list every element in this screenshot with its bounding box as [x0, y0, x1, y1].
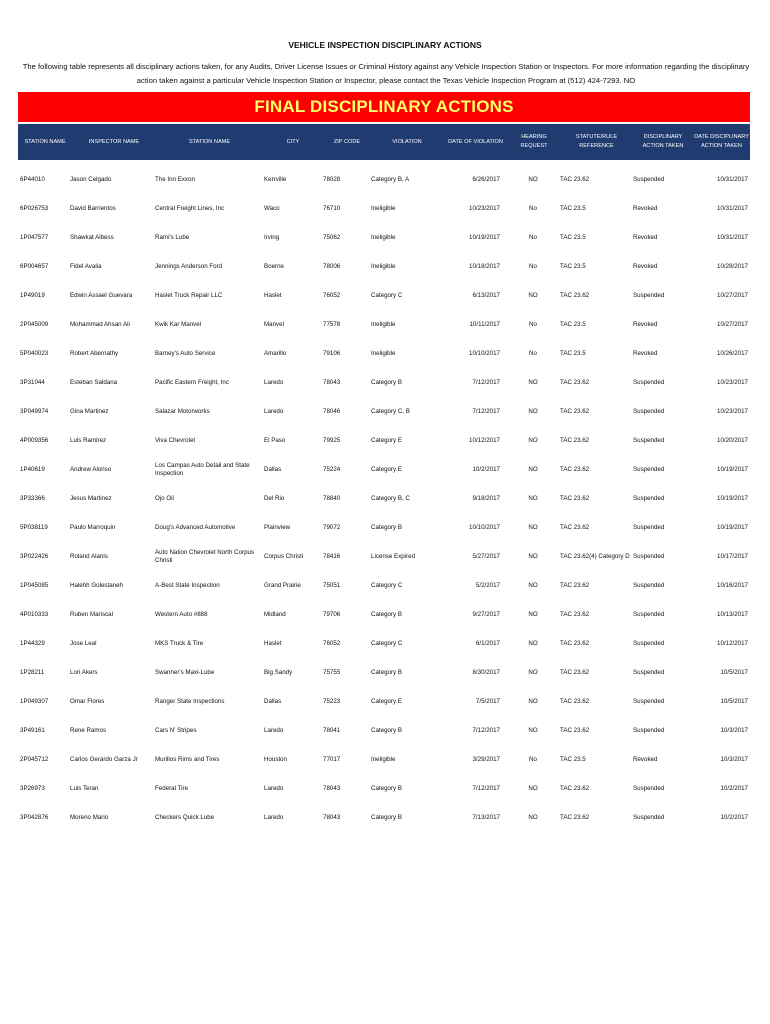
cell-disciplinary-action: Suspended: [633, 408, 665, 415]
cell-station-name: Doug's Advanced Automotive: [155, 524, 236, 531]
cell-city: Grand Prairie: [264, 582, 301, 589]
cell-statute-rule: TAC 23.5: [560, 350, 586, 357]
cell-violation: Ineligible: [371, 321, 396, 328]
cell-zip-code: 78043: [323, 379, 341, 386]
cell-zip-code: 75051: [323, 582, 341, 589]
cell-violation: Category B: [371, 669, 402, 676]
cell-disciplinary-action: Suspended: [633, 582, 665, 589]
cell-station-name: Auto Nation Chevrolet North Corpus Christi: [155, 549, 255, 564]
table-row: [18, 746, 750, 774]
cell-date-action-taken: 10/27/2017: [717, 321, 748, 328]
cell-station-id: 3P49161: [20, 727, 45, 734]
cell-station-name: MKS Truck & Tire: [155, 640, 204, 647]
cell-date-action-taken: 10/27/2017: [717, 292, 748, 299]
cell-disciplinary-action: Revoked: [633, 234, 658, 241]
cell-date-action-taken: 10/2/2017: [720, 814, 748, 821]
cell-city: Big Sandy: [264, 669, 293, 676]
cell-city: Kerrville: [264, 176, 287, 183]
cell-date-of-violation: 10/18/2017: [469, 263, 500, 270]
cell-violation: Category E: [371, 698, 402, 705]
col-header-inspector-name: INSPECTOR NAME: [88, 138, 140, 145]
cell-violation: Category E: [371, 437, 402, 444]
cell-violation: Category B: [371, 814, 402, 821]
cell-hearing-request: No: [529, 350, 537, 357]
cell-disciplinary-action: Revoked: [633, 756, 658, 763]
cell-hearing-request: No: [529, 205, 537, 212]
cell-date-action-taken: 10/19/2017: [717, 495, 748, 502]
cell-disciplinary-action: Suspended: [633, 176, 665, 183]
cell-date-action-taken: 10/19/2017: [717, 466, 748, 473]
cell-inspector-name: Rene Ramos: [70, 727, 107, 734]
cell-zip-code: 79072: [323, 524, 341, 531]
cell-violation: Category B: [371, 524, 402, 531]
cell-zip-code: 78416: [323, 553, 341, 560]
cell-disciplinary-action: Suspended: [633, 814, 665, 821]
cell-zip-code: 79925: [323, 437, 341, 444]
cell-statute-rule: TAC 23.62: [560, 582, 590, 589]
cell-date-action-taken: 10/31/2017: [717, 234, 748, 241]
cell-inspector-name: Robert Abernathy: [70, 350, 119, 357]
cell-city: Del Rio: [264, 495, 285, 502]
cell-hearing-request: NO: [528, 611, 538, 618]
cell-station-name: Jennings Anderson Ford: [155, 263, 223, 270]
cell-city: Midland: [264, 611, 286, 618]
cell-inspector-name: Moreno Mario: [70, 814, 109, 821]
cell-date-action-taken: 10/17/2017: [717, 553, 748, 560]
final-actions-banner: FINAL DISCIPLINARY ACTIONS: [18, 92, 750, 122]
cell-zip-code: 76052: [323, 640, 341, 647]
cell-zip-code: 78043: [323, 785, 341, 792]
document-title: VEHICLE INSPECTION DISCIPLINARY ACTIONS: [288, 40, 482, 50]
cell-city: Laredo: [264, 379, 284, 386]
cell-date-of-violation: 9/27/2017: [472, 611, 500, 618]
cell-date-action-taken: 10/12/2017: [717, 640, 748, 647]
cell-violation: Category B: [371, 727, 402, 734]
cell-disciplinary-action: Suspended: [633, 785, 665, 792]
cell-date-of-violation: 3/29/2017: [472, 756, 500, 763]
cell-station-id: 2P045009: [20, 321, 49, 328]
cell-inspector-name: Halehh Golestaneh: [70, 582, 123, 589]
cell-zip-code: 76052: [323, 292, 341, 299]
cell-disciplinary-action: Revoked: [633, 321, 658, 328]
cell-zip-code: 76710: [323, 205, 341, 212]
cell-hearing-request: No: [529, 263, 537, 270]
cell-zip-code: 75755: [323, 669, 341, 676]
table-row: [18, 282, 750, 310]
cell-statute-rule: TAC 23.62: [560, 698, 590, 705]
col-header-date-action-taken: DATE DISCIPLINARY ACTION TAKEN: [694, 134, 749, 149]
cell-inspector-name: Carlos Gerardo Garza Jr: [70, 756, 138, 763]
cell-date-action-taken: 10/2/2017: [720, 785, 748, 792]
cell-station-name: Cars N' Stripes: [155, 727, 197, 734]
cell-date-action-taken: 10/23/2017: [717, 408, 748, 415]
cell-station-name: Pacific Eastern Freight, Inc: [155, 379, 229, 386]
cell-station-name: Western Auto #888: [155, 611, 208, 618]
cell-violation: Category C: [371, 640, 403, 647]
cell-violation: Category E: [371, 466, 402, 473]
cell-disciplinary-action: Suspended: [633, 553, 665, 560]
table-row: [18, 369, 750, 397]
cell-hearing-request: NO: [528, 437, 538, 444]
cell-disciplinary-action: Suspended: [633, 437, 665, 444]
cell-date-of-violation: 7/5/2017: [475, 698, 500, 705]
cell-statute-rule: TAC 23.62: [560, 408, 590, 415]
cell-zip-code: 78006: [323, 263, 341, 270]
cell-station-id: 3P26973: [20, 785, 45, 792]
cell-disciplinary-action: Revoked: [633, 205, 658, 212]
cell-hearing-request: No: [529, 234, 537, 241]
cell-inspector-name: Andrew Alonso: [70, 466, 112, 473]
cell-city: Boerne: [264, 263, 284, 270]
table-row: [18, 804, 750, 832]
cell-statute-rule: TAC 23.62: [560, 495, 590, 502]
cell-violation: Category C, B: [371, 408, 410, 415]
cell-disciplinary-action: Suspended: [633, 698, 665, 705]
cell-station-id: 1P045085: [20, 582, 49, 589]
cell-inspector-name: Luis Ramirez: [70, 437, 107, 444]
cell-date-action-taken: 10/3/2017: [720, 756, 748, 763]
cell-zip-code: 78041: [323, 727, 341, 734]
cell-zip-code: 75224: [323, 466, 341, 473]
cell-date-of-violation: 10/2/2017: [472, 466, 500, 473]
cell-zip-code: 75062: [323, 234, 341, 241]
cell-station-id: 1P049307: [20, 698, 49, 705]
cell-disciplinary-action: Revoked: [633, 263, 658, 270]
cell-statute-rule: TAC 23.62: [560, 524, 590, 531]
cell-station-name: Ranger State Inspections: [155, 698, 225, 705]
cell-station-name: Murillos Rims and Tires: [155, 756, 220, 763]
cell-zip-code: 79106: [323, 350, 341, 357]
col-header-station-id: STATION NAME: [24, 138, 66, 145]
cell-station-name: The Inn Exxon: [155, 176, 195, 183]
cell-date-of-violation: 10/10/2017: [469, 350, 500, 357]
cell-station-id: 1P28211: [20, 669, 45, 676]
cell-violation: Category C: [371, 292, 403, 299]
table-row: [18, 456, 750, 484]
cell-station-id: 4P010333: [20, 611, 49, 618]
cell-station-id: 3P042876: [20, 814, 49, 821]
cell-statute-rule: TAC 23.62: [560, 466, 590, 473]
cell-zip-code: 78046: [323, 408, 341, 415]
cell-disciplinary-action: Suspended: [633, 292, 665, 299]
col-header-disciplinary-action: DISCIPLINARY ACTION TAKEN: [642, 134, 684, 149]
cell-city: Haslet: [264, 640, 282, 647]
table-row: [18, 224, 750, 252]
cell-violation: Ineligible: [371, 350, 396, 357]
cell-hearing-request: NO: [528, 495, 538, 502]
cell-zip-code: 78840: [323, 495, 341, 502]
cell-hearing-request: NO: [528, 698, 538, 705]
cell-statute-rule: TAC 23.62: [560, 176, 590, 183]
cell-violation: Category B, C: [371, 495, 410, 502]
cell-disciplinary-action: Suspended: [633, 727, 665, 734]
cell-date-of-violation: 7/12/2017: [472, 408, 500, 415]
cell-date-of-violation: 10/12/2017: [469, 437, 500, 444]
cell-station-id: 3P049974: [20, 408, 49, 415]
col-header-hearing-request: HEARING REQUEST: [520, 134, 548, 149]
cell-city: El Paso: [264, 437, 286, 444]
cell-station-name: Rami's Lube: [155, 234, 190, 241]
table-row: [18, 166, 750, 194]
cell-hearing-request: NO: [528, 292, 538, 299]
cell-inspector-name: Jose Leal: [70, 640, 97, 647]
cell-date-of-violation: 5/27/2017: [472, 553, 500, 560]
cell-hearing-request: NO: [528, 176, 538, 183]
cell-city: Laredo: [264, 408, 284, 415]
cell-city: Dallas: [264, 698, 282, 705]
cell-zip-code: 77578: [323, 321, 341, 328]
cell-station-id: 3P33366: [20, 495, 45, 502]
cell-inspector-name: Jesus Martinez: [70, 495, 112, 502]
cell-inspector-name: Roland Alanis: [70, 553, 108, 560]
cell-date-action-taken: 10/26/2017: [717, 350, 748, 357]
cell-date-of-violation: 6/1/2017: [475, 640, 500, 647]
cell-hearing-request: NO: [528, 785, 538, 792]
cell-city: Corpus Christi: [264, 553, 304, 560]
cell-violation: License Expired: [371, 553, 416, 560]
cell-statute-rule: TAC 23.5: [560, 756, 586, 763]
intro-paragraph: The following table represents all disciplinary actions taken, for any Audits, Driver License Issues or Criminal History against any Vehicle Inspection Station or Inspectors. For more information regarding the disciplinary action taken against a particular Vehicle Inspection Station or Inspector, please contact the Texas Vehicle Inspection Program at (512) 424-7293. NO: [22, 62, 750, 85]
cell-hearing-request: NO: [528, 669, 538, 676]
cell-inspector-name: David Barrientos: [70, 205, 116, 212]
cell-date-action-taken: 10/31/2017: [717, 205, 748, 212]
table-row: [18, 717, 750, 745]
cell-date-action-taken: 10/23/2017: [717, 379, 748, 386]
cell-station-name: Ojo Oil: [155, 495, 174, 502]
cell-city: Laredo: [264, 785, 284, 792]
table-row: [18, 659, 750, 687]
cell-hearing-request: NO: [528, 814, 538, 821]
cell-statute-rule: TAC 23.5: [560, 205, 586, 212]
cell-station-name: Los Campas Auto Detail and State Inspection: [155, 462, 250, 477]
cell-hearing-request: NO: [528, 466, 538, 473]
cell-hearing-request: No: [529, 756, 537, 763]
cell-disciplinary-action: Suspended: [633, 466, 665, 473]
cell-statute-rule: TAC 23.62: [560, 669, 590, 676]
cell-inspector-name: Omar Flores: [70, 698, 105, 705]
table-row: [18, 195, 750, 223]
cell-inspector-name: Paulo Marroquin: [70, 524, 116, 531]
table-row: [18, 775, 750, 803]
col-header-date-of-violation: DATE OF VIOLATION: [448, 138, 503, 145]
cell-date-action-taken: 10/16/2017: [717, 582, 748, 589]
cell-zip-code: 77017: [323, 756, 341, 763]
table-row: [18, 601, 750, 629]
cell-date-of-violation: 6/13/2017: [472, 292, 500, 299]
cell-date-of-violation: 10/10/2017: [469, 524, 500, 531]
cell-inspector-name: Lori Akers: [70, 669, 98, 676]
cell-station-id: 5P038119: [20, 524, 48, 531]
cell-statute-rule: TAC 23.62: [560, 814, 590, 821]
cell-hearing-request: No: [529, 321, 537, 328]
cell-date-action-taken: 10/19/2017: [717, 524, 748, 531]
cell-date-of-violation: 7/12/2017: [472, 379, 500, 386]
cell-violation: Ineligible: [371, 756, 396, 763]
cell-station-id: 1P49019: [20, 292, 45, 299]
cell-violation: Category B, A: [371, 176, 410, 183]
cell-date-action-taken: 10/13/2017: [717, 611, 748, 618]
cell-inspector-name: Gina Martinez: [70, 408, 109, 415]
cell-inspector-name: Shawkat Albess: [70, 234, 114, 241]
cell-date-of-violation: 10/23/2017: [469, 205, 500, 212]
cell-violation: Category C: [371, 582, 403, 589]
cell-inspector-name: Ruben Mariscal: [70, 611, 113, 618]
cell-hearing-request: NO: [528, 379, 538, 386]
cell-statute-rule: TAC 23.62: [560, 292, 590, 299]
cell-disciplinary-action: Suspended: [633, 495, 665, 502]
cell-station-id: 3P31044: [20, 379, 45, 386]
cell-statute-rule: TAC 23.5: [560, 321, 586, 328]
cell-inspector-name: Luis Teran: [70, 785, 99, 792]
cell-statute-rule: TAC 23.62: [560, 640, 590, 647]
cell-inspector-name: Edwin Assael Guevara: [70, 292, 133, 299]
cell-statute-rule: TAC 23.62: [560, 437, 590, 444]
cell-statute-rule: TAC 23.5: [560, 234, 586, 241]
cell-violation: Category B: [371, 785, 402, 792]
cell-station-name: Haslet Truck Repair LLC: [155, 292, 223, 299]
cell-station-id: 5P040023: [20, 350, 49, 357]
cell-date-of-violation: 10/11/2017: [469, 321, 500, 328]
cell-date-of-violation: 7/12/2017: [472, 785, 500, 792]
cell-date-of-violation: 7/13/2017: [472, 814, 500, 821]
cell-station-id: 6P026753: [20, 205, 49, 212]
table-row: [18, 485, 750, 513]
cell-station-id: 1P44329: [20, 640, 45, 647]
cell-hearing-request: NO: [528, 640, 538, 647]
cell-inspector-name: Jason Celgado: [70, 176, 112, 183]
table-row: [18, 688, 750, 716]
cell-disciplinary-action: Suspended: [633, 640, 665, 647]
cell-statute-rule: TAC 23.62: [560, 785, 590, 792]
table-header: [18, 124, 750, 160]
cell-station-id: 4P009356: [20, 437, 49, 444]
cell-date-of-violation: 7/12/2017: [472, 727, 500, 734]
cell-city: Laredo: [264, 727, 284, 734]
cell-date-of-violation: 6/26/2017: [472, 176, 500, 183]
cell-station-id: 1P047577: [20, 234, 49, 241]
cell-date-action-taken: 10/31/2017: [717, 176, 748, 183]
cell-zip-code: 75223: [323, 698, 341, 705]
cell-date-action-taken: 10/28/2017: [717, 263, 748, 270]
col-header-statute-rule: STATUTE/RULE REFERENCE: [575, 134, 618, 149]
cell-station-name: Kwik Kar Manvel: [155, 321, 202, 328]
cell-city: Houston: [264, 756, 288, 763]
cell-disciplinary-action: Suspended: [633, 669, 665, 676]
cell-station-name: Central Freight Lines, Inc: [155, 205, 225, 212]
cell-date-action-taken: 10/20/2017: [717, 437, 748, 444]
table-row: [18, 630, 750, 658]
cell-violation: Ineligible: [371, 263, 396, 270]
table-row: [18, 572, 750, 600]
cell-statute-rule: TAC 23.62: [560, 727, 590, 734]
cell-station-name: Viva Chevrolet: [155, 437, 196, 444]
cell-station-id: 1P40619: [20, 466, 45, 473]
cell-station-name: Federal Tire: [155, 785, 189, 792]
cell-violation: Ineligible: [371, 205, 396, 212]
cell-statute-rule: TAC 23.62: [560, 611, 590, 618]
cell-date-action-taken: 10/5/2017: [720, 698, 748, 705]
cell-inspector-name: Fidel Avalia: [70, 263, 102, 270]
cell-city: Manvel: [264, 321, 284, 328]
table-row: [18, 398, 750, 426]
table-row: [18, 311, 750, 339]
cell-station-name: Barney's Auto Service: [155, 350, 216, 357]
cell-zip-code: 78043: [323, 814, 341, 821]
cell-date-of-violation: 9/18/2017: [472, 495, 500, 502]
col-header-zip-code: ZIP CODE: [333, 138, 361, 145]
table-row: [18, 427, 750, 455]
table-row: [18, 340, 750, 368]
cell-disciplinary-action: Revoked: [633, 350, 658, 357]
cell-hearing-request: NO: [528, 553, 538, 560]
cell-city: Dallas: [264, 466, 282, 473]
cell-statute-rule: TAC 23.62: [560, 379, 590, 386]
cell-station-name: Swanner's Maxi-Lube: [155, 669, 215, 676]
cell-city: Plainview: [264, 524, 291, 531]
cell-date-of-violation: 10/19/2017: [469, 234, 500, 241]
col-header-violation: VIOLATION: [392, 138, 422, 145]
cell-statute-rule: TAC 23.62(4) Category D: [560, 553, 630, 560]
cell-station-id: 6P004657: [20, 263, 49, 270]
cell-city: Amarillo: [264, 350, 287, 357]
cell-city: Waco: [264, 205, 280, 212]
cell-station-name: Checkers Quick Lube: [155, 814, 215, 821]
table-row: [18, 253, 750, 281]
cell-city: Laredo: [264, 814, 284, 821]
cell-city: Irving: [264, 234, 280, 241]
cell-city: Haslet: [264, 292, 282, 299]
col-header-city: CITY: [286, 138, 300, 145]
cell-zip-code: 79706: [323, 611, 341, 618]
cell-hearing-request: NO: [528, 524, 538, 531]
cell-inspector-name: Esteban Saldana: [70, 379, 118, 386]
col-header-station-name: STATION NAME: [188, 138, 231, 145]
cell-date-action-taken: 10/3/2017: [720, 727, 748, 734]
cell-violation: Ineligible: [371, 234, 396, 241]
cell-violation: Category B: [371, 379, 402, 386]
cell-zip-code: 78028: [323, 176, 341, 183]
cell-station-id: 3P022426: [20, 553, 49, 560]
table-row: [18, 514, 750, 542]
cell-date-of-violation: 5/2/2017: [475, 582, 500, 589]
cell-disciplinary-action: Suspended: [633, 379, 665, 386]
cell-statute-rule: TAC 23.5: [560, 263, 586, 270]
cell-disciplinary-action: Suspended: [633, 611, 665, 618]
cell-disciplinary-action: Suspended: [633, 524, 665, 531]
cell-station-id: 6P44010: [20, 176, 45, 183]
cell-hearing-request: NO: [528, 408, 538, 415]
cell-date-action-taken: 10/5/2017: [720, 669, 748, 676]
cell-station-name: Salazar Motorworks: [155, 408, 210, 415]
table-row: [18, 543, 750, 571]
cell-hearing-request: NO: [528, 727, 538, 734]
cell-station-id: 2P045712: [20, 756, 49, 763]
cell-station-name: A-Best State Inspection: [155, 582, 220, 589]
cell-hearing-request: NO: [528, 582, 538, 589]
cell-violation: Category B: [371, 611, 402, 618]
cell-inspector-name: Mohammad Ahsan Ali: [70, 321, 130, 328]
cell-date-of-violation: 8/30/2017: [472, 669, 500, 676]
